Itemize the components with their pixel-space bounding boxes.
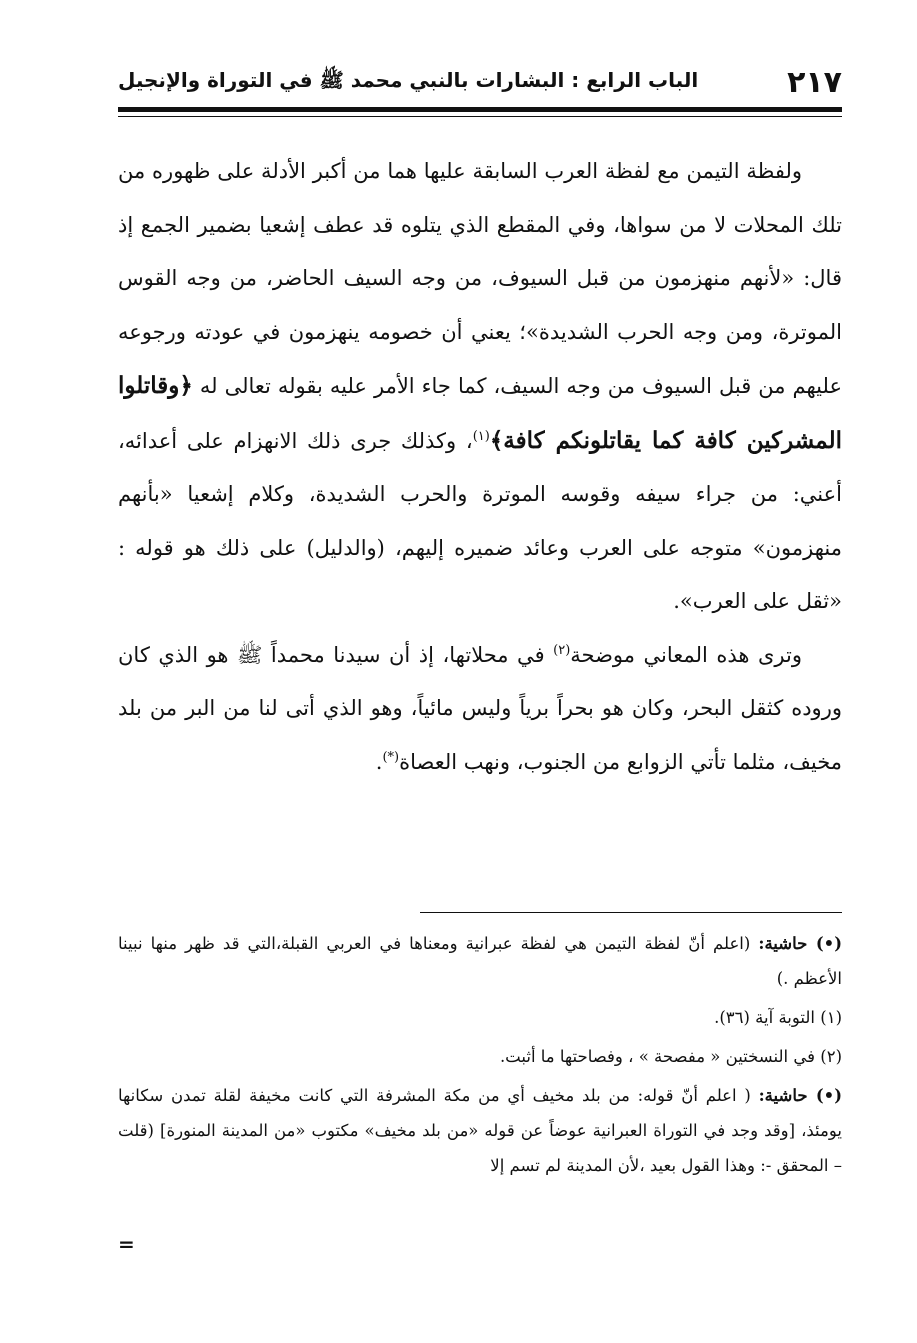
paragraph-1 <box>118 145 842 629</box>
footnote-separator <box>420 912 842 913</box>
footnote-ref-2: (٢) <box>553 642 571 658</box>
paragraph-1-continued: ، وكذلك جرى ذلك الانهزام على أعدائه، أعني: من جراء سيفه وقوسه الموترة والحرب الشديدة، وكلام إشعيا «بأنهم منهزمون» متوجه على العرب وعائد ضميره إليهم، (والدليل) على ذلك هو قوله : «ثقل على العرب». <box>118 428 842 613</box>
footnote-1: (١) التوبة آية (٣٦). <box>714 1008 842 1027</box>
footnote-text: (اعلم أنّ لفظة التيمن هي لفظة عبرانية ومعناها في العربي القبلة،التي قد ظهر منها نبينا الأعظم .) <box>118 934 842 988</box>
header-rule-thin <box>118 116 842 117</box>
page-number: ٢١٧ <box>787 64 842 100</box>
paragraph-2-text: وترى هذه المعاني موضحة <box>570 642 802 667</box>
footnote-label: (•) حاشية: <box>758 934 843 953</box>
quran-verse: ﴿وقاتلوا المشركين كافة كما يقاتلونكم كافة﴾ <box>118 372 843 454</box>
header-rule-thick <box>118 107 842 112</box>
footnote-text: ( اعلم أنّ قوله: من بلد مخيف أي من مكة المشرفة التي كانت مخيفة لقلة تمدن سكانها يومئذ، [وقد وجد في التوراة العبرانية عوضاً عن قوله «من بلد مخيف» مكتوب «من المدينة المنورة] (قلت – المحقق -: وهذا القول بعيد ،لأن المدينة لم تسم إلا <box>118 1086 842 1175</box>
paragraph-2-end: . <box>375 749 383 774</box>
footnote-marginal-2 <box>118 1078 842 1183</box>
continuation-mark: = <box>118 1232 135 1256</box>
footnote-ref-star: (*) <box>382 749 400 765</box>
footnotes <box>118 926 842 1187</box>
footnote-2: (٢) في النسختين « مفصحة » ، وفصاحتها ما أثبت. <box>499 1047 842 1066</box>
running-title: الباب الرابع : البشارات بالنبي محمد ﷺ في التوراة والإنجيل <box>118 67 699 92</box>
footnote-marginal-1 <box>118 926 842 996</box>
main-text <box>118 145 842 789</box>
page-header <box>118 62 842 102</box>
paragraph-1-text: ولفظة التيمن مع لفظة العرب السابقة عليها هما من أكبر الأدلة على ظهوره من تلك المحلات لا من سواها، وفي المقطع الذي يتلوه قد عطف إشعيا بضمير الجمع إذ قال: «لأنهم منهزمون من قبل السيوف، من وجه السيف الحاضر، من وجه القوس الموترة، ومن وجه الحرب الشديدة»؛ يعني أن خصومه ينهزمون في عودته ورجوعه عليهم من قبل السيوف من وجه السيف، كما جاء الأمر عليه بقوله تعالى له <box>118 159 842 398</box>
footnote-ref-1: (١) <box>472 428 490 444</box>
paragraph-2 <box>118 629 842 790</box>
footnote-label: (•) حاشية: <box>758 1086 842 1105</box>
paragraph-2-continued: في محلاتها، إذ أن سيدنا محمداً ﷺ هو الذي كان وروده كثقل البحر، وكان هو بحراً برياً وليس مائياً، وهو الذي أتى لنا من البر من بلد مخيف، مثلما تأتي الزوابع من الجنوب، ونهب العصاة <box>118 642 842 774</box>
